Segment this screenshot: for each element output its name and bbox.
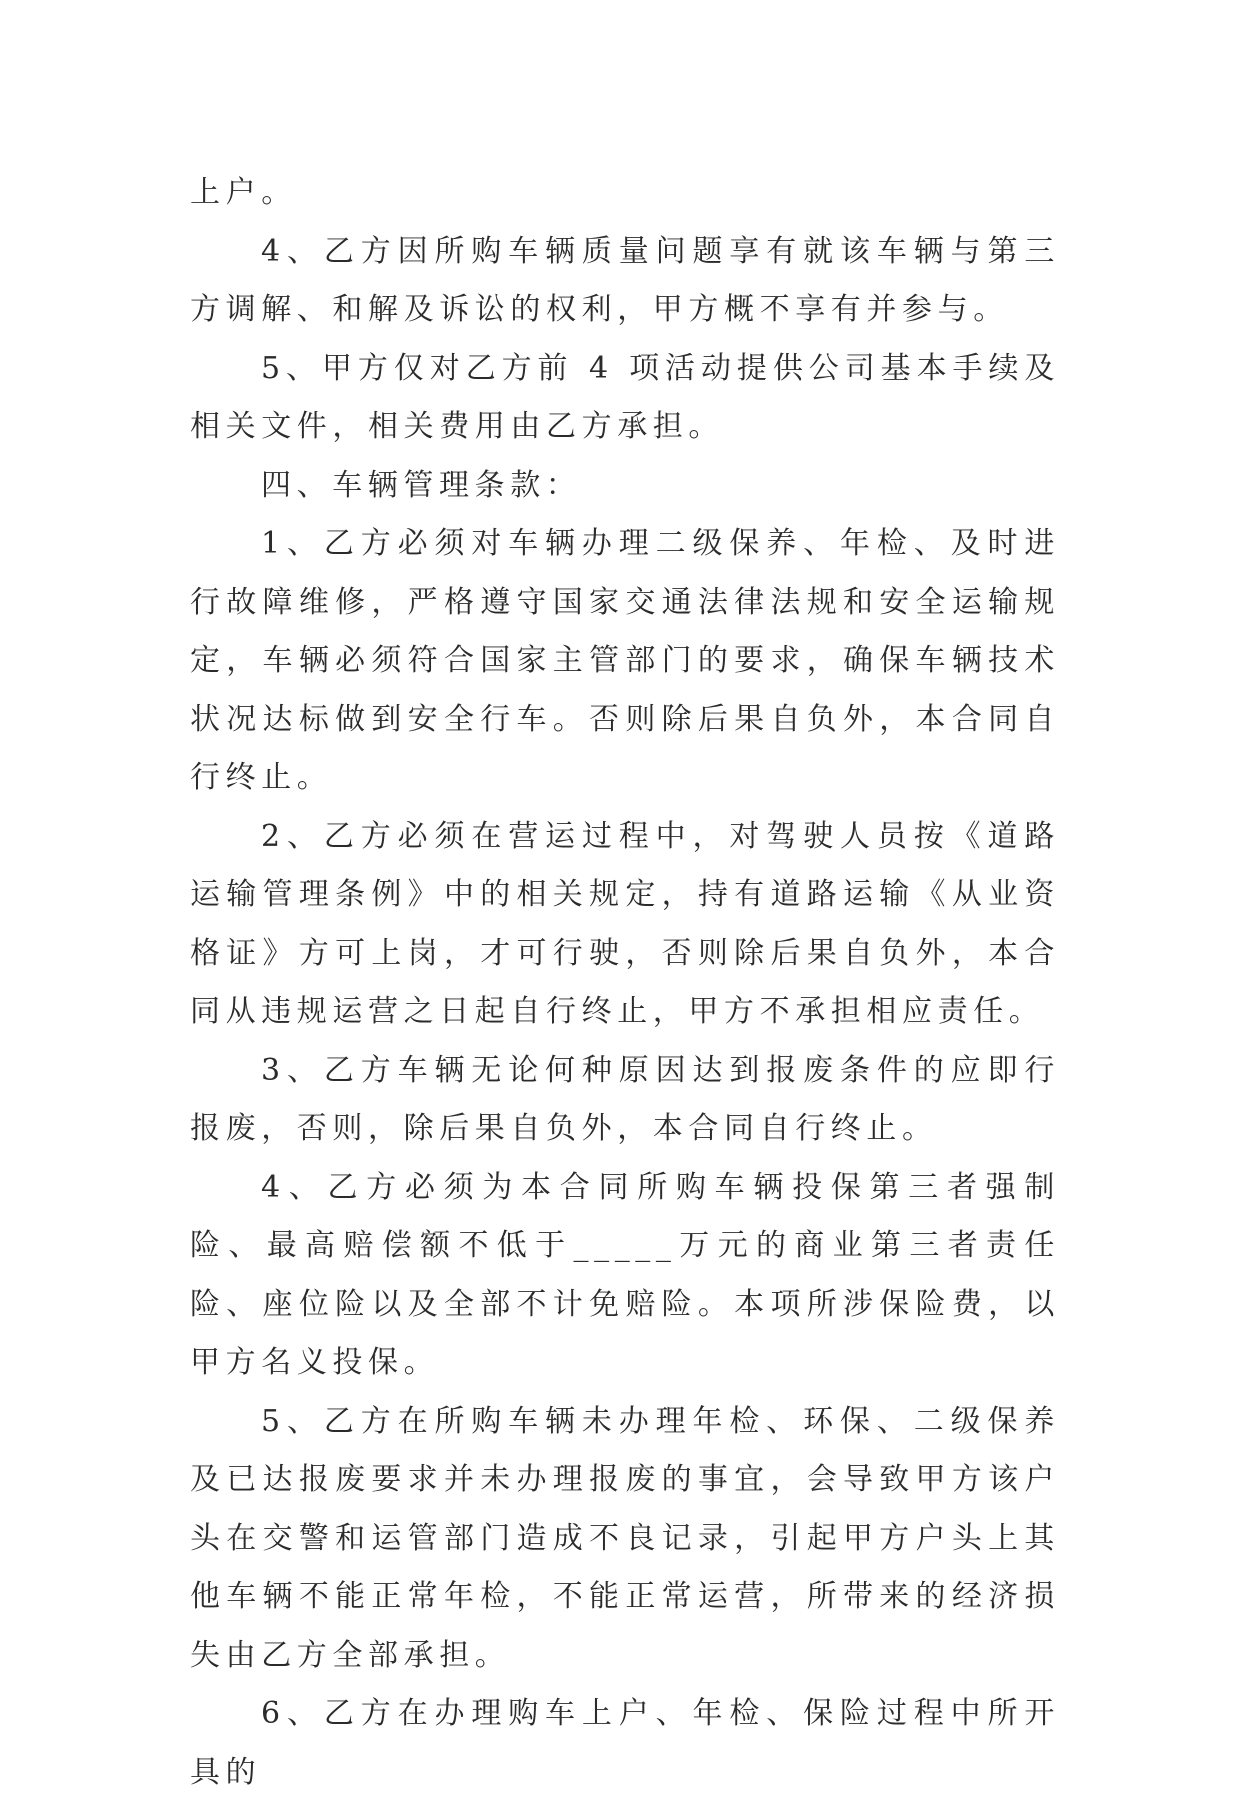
clause-3-5: 5、甲方仅对乙方前 4 项活动提供公司基本手续及相关文件，相关费用由乙方承担。 xyxy=(190,350,1060,444)
clause-4-4: 4、乙方必须为本合同所购车辆投保第三者强制险、最高赔偿额不低于_____万元的商业第三者责任险、座位险以及全部不计免赔险。本项所涉保险费，以甲方名义投保。 xyxy=(190,1169,1060,1380)
clause-4-2: 2、乙方必须在营运过程中，对驾驶人员按《道路运输管理条例》中的相关规定，持有道路运输《从业资格证》方可上岗，才可行驶，否则除后果自负外，本合同从违规运营之日起自行终止，甲方不承担相应责任。 xyxy=(190,818,1060,1029)
clause-4-3: 3、乙方车辆无论何种原因达到报废条件的应即行报废，否则，除后果自负外，本合同自行终止。 xyxy=(190,1052,1060,1146)
clause-3-4: 4、乙方因所购车辆质量问题享有就该车辆与第三方调解、和解及诉讼的权利，甲方概不享有并参与。 xyxy=(190,233,1060,327)
paragraph-continuation: 上户。 xyxy=(190,175,297,210)
clause-4-5: 5、乙方在所购车辆未办理年检、环保、二级保养及已达报废要求并未办理报废的事宜，会导致甲方该户头在交警和运管部门造成不良记录，引起甲方户头上其他车辆不能正常年检，不能正常运营，所带来的经济损失由乙方全部承担。 xyxy=(190,1403,1060,1673)
clause-4-6: 6、乙方在办理购车上户、年检、保险过程中所开具的 xyxy=(190,1696,1060,1790)
section-heading-vehicle-management: 四、车辆管理条款： xyxy=(261,467,582,503)
document-body xyxy=(190,164,1060,1802)
clause-4-1: 1、乙方必须对车辆办理二级保养、年检、及时进行故障维修，严格遵守国家交通法律法规和安全运输规定，车辆必须符合国家主管部门的要求，确保车辆技术状况达标做到安全行车。否则除后果自负外，本合同自行终止。 xyxy=(190,526,1060,795)
